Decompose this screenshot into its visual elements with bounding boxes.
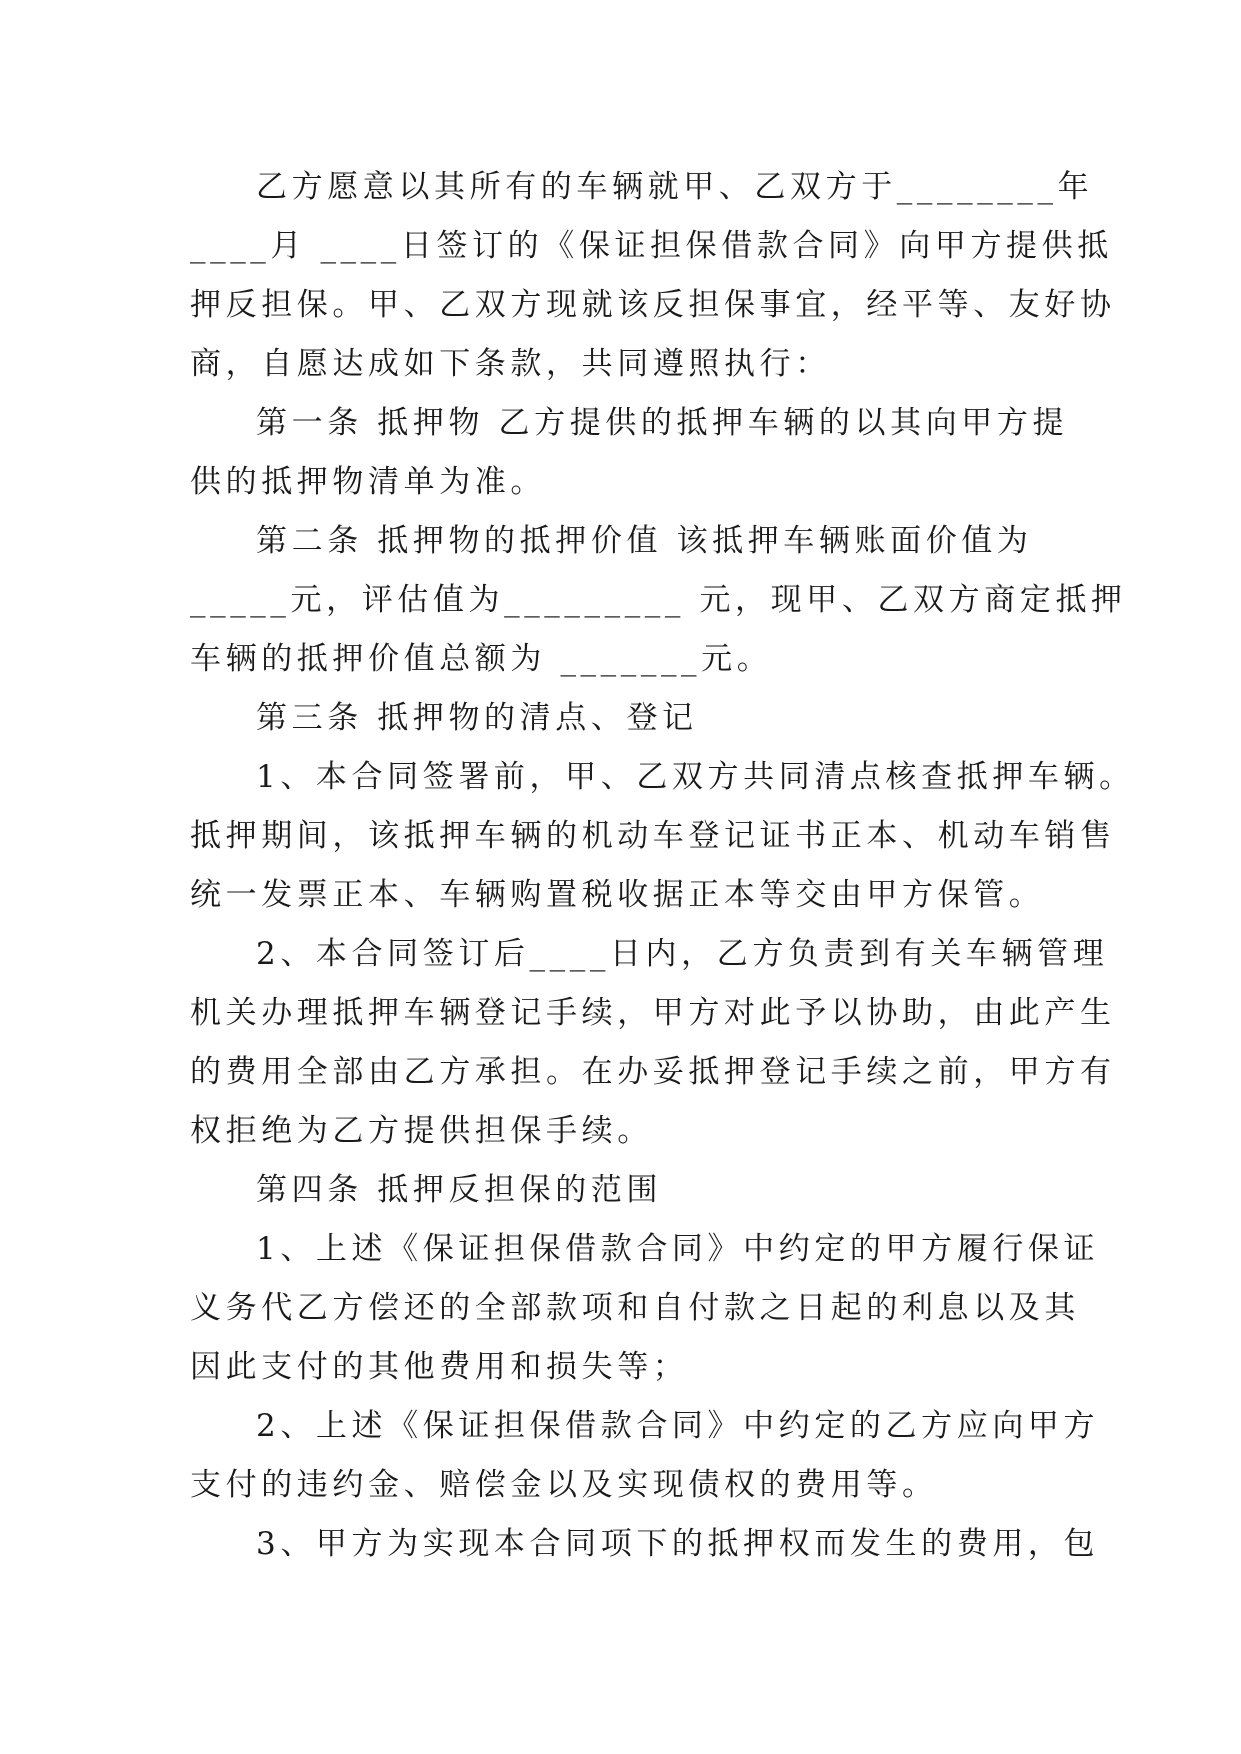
article-1-heading: 第一条 抵押物 乙方提供的抵押车辆的以其向甲方提: [256, 405, 1069, 441]
paragraph-line: 乙方愿意以其所有的车辆就甲、乙双方于________年: [256, 169, 1094, 205]
paragraph-line: 供的抵押物清单为准。: [190, 464, 546, 500]
document-page: [190, 158, 1135, 1574]
paragraph-line: 权拒绝为乙方提供担保手续。: [190, 1113, 653, 1149]
paragraph-line: ____月 ____日签订的《保证担保借款合同》向甲方提供抵: [190, 228, 1113, 264]
paragraph-line: 商，自愿达成如下条款，共同遵照执行：: [190, 346, 831, 382]
article-3-heading: 第三条 抵押物的清点、登记: [256, 700, 698, 736]
paragraph-line: 因此支付的其他费用和损失等；: [190, 1349, 689, 1385]
article-4-heading: 第四条 抵押反担保的范围: [256, 1172, 663, 1208]
paragraph-line: 1、上述《保证担保借款合同》中约定的甲方履行保证: [256, 1231, 1100, 1267]
paragraph-line: 2、本合同签订后____日内，乙方负责到有关车辆管理: [256, 936, 1109, 972]
paragraph-line: 支付的违约金、赔偿金以及实现债权的费用等。: [190, 1467, 938, 1503]
paragraph-line: 1、本合同签署前，甲、乙双方共同清点核查抵押车辆。: [256, 759, 1135, 795]
paragraph-line: 车辆的抵押价值总额为 _______元。: [190, 641, 773, 677]
paragraph-line: 2、上述《保证担保借款合同》中约定的乙方应向甲方: [256, 1408, 1100, 1444]
paragraph-line: 押反担保。甲、乙双方现就该反担保事宜，经平等、友好协: [190, 287, 1116, 323]
article-2-heading: 第二条 抵押物的抵押价值 该抵押车辆账面价值为: [256, 523, 1033, 559]
paragraph-line: 义务代乙方偿还的全部款项和自付款之日起的利息以及其: [190, 1290, 1080, 1326]
paragraph-line: _____元，评估值为_________ 元，现甲、乙双方商定抵押: [190, 582, 1127, 618]
paragraph-line: 3、甲方为实现本合同项下的抵押权而发生的费用，包: [256, 1526, 1100, 1562]
paragraph-line: 机关办理抵押车辆登记手续，甲方对此予以协助，由此产生: [190, 995, 1116, 1031]
paragraph-line: 统一发票正本、车辆购置税收据正本等交由甲方保管。: [190, 877, 1045, 913]
paragraph-line: 的费用全部由乙方承担。在办妥抵押登记手续之前，甲方有: [190, 1054, 1116, 1090]
paragraph-line: 抵押期间，该抵押车辆的机动车登记证书正本、机动车销售: [190, 818, 1116, 854]
